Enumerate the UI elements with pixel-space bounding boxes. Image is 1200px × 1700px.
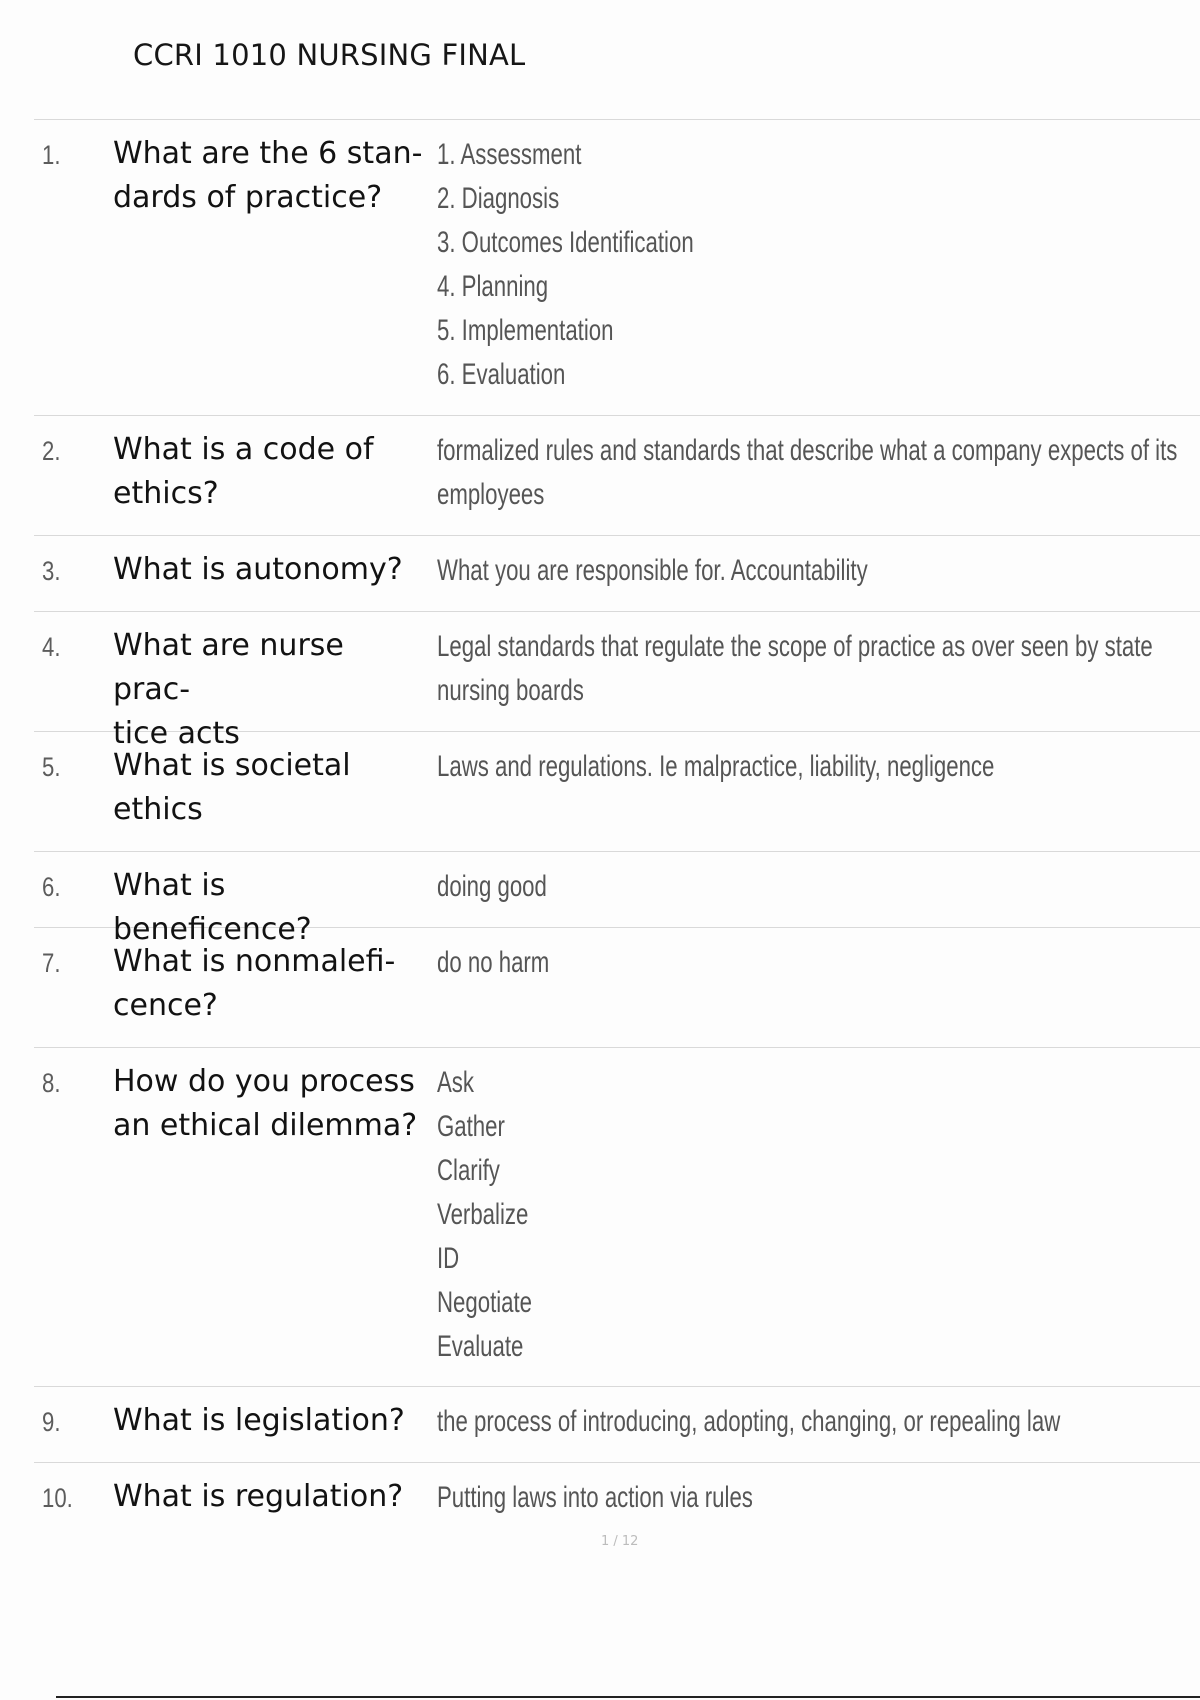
table-row bbox=[34, 536, 1200, 612]
question-text: What is beneficence? bbox=[113, 868, 312, 947]
answer-text: Legal standards that regulate the scope of practice as over seen by state nursing boards bbox=[437, 630, 1153, 707]
qa-table bbox=[34, 119, 1200, 1535]
answer-text: the process of introducing, adopting, changing, or repealing law bbox=[437, 1405, 1061, 1438]
page-title: CCRI 1010 NURSING FINAL bbox=[133, 38, 526, 72]
row-number: 5. bbox=[42, 752, 61, 782]
answer-text: Laws and regulations. Ie malpractice, liability, negligence bbox=[437, 750, 995, 783]
question-text: What is societal ethics bbox=[113, 748, 351, 827]
answer-text: 1. Assessment 2. Diagnosis 3. Outcomes Identification 4. Planning 5. Implementation 6. Evaluation bbox=[437, 138, 694, 391]
answer-text: doing good bbox=[437, 870, 547, 903]
row-number: 10. bbox=[42, 1483, 73, 1513]
question-text: What is nonmalefi- cence? bbox=[113, 944, 396, 1023]
table-row bbox=[34, 416, 1200, 536]
table-row bbox=[34, 928, 1200, 1048]
row-number: 9. bbox=[42, 1407, 61, 1437]
row-number: 3. bbox=[42, 556, 61, 586]
table-row bbox=[34, 1387, 1200, 1463]
answer-text: What you are responsible for. Accountability bbox=[437, 554, 868, 587]
row-number: 2. bbox=[42, 436, 61, 466]
question-text: What are the 6 stan- dards of practice? bbox=[113, 136, 423, 215]
answer-text: Putting laws into action via rules bbox=[437, 1481, 753, 1514]
table-row bbox=[34, 852, 1200, 947]
table-row bbox=[34, 732, 1200, 852]
answer-text: do no harm bbox=[437, 946, 550, 979]
row-number: 7. bbox=[42, 948, 61, 978]
question-text: What is regulation? bbox=[113, 1479, 404, 1514]
table-row bbox=[34, 1048, 1200, 1387]
answer-text: Ask Gather Clarify Verbalize ID Negotiate Evaluate bbox=[437, 1066, 533, 1363]
answer-text: formalized rules and standards that describe what a company expects of its employees bbox=[437, 434, 1178, 511]
question-text: How do you process an ethical dilemma? bbox=[113, 1064, 418, 1143]
row-number: 1. bbox=[42, 140, 61, 170]
table-row bbox=[34, 1463, 1200, 1535]
bottom-divider bbox=[56, 1696, 1200, 1698]
table-row bbox=[34, 612, 1200, 751]
question-text: What is legislation? bbox=[113, 1403, 405, 1438]
question-text: What are nurse prac- tice acts bbox=[113, 628, 344, 751]
table-row bbox=[34, 120, 1200, 416]
row-number: 4. bbox=[42, 632, 61, 662]
page-number: 1 / 12 bbox=[601, 1534, 639, 1549]
question-text: What is autonomy? bbox=[113, 552, 403, 587]
row-number: 8. bbox=[42, 1068, 61, 1098]
row-number: 6. bbox=[42, 872, 61, 902]
question-text: What is a code of ethics? bbox=[113, 432, 374, 511]
